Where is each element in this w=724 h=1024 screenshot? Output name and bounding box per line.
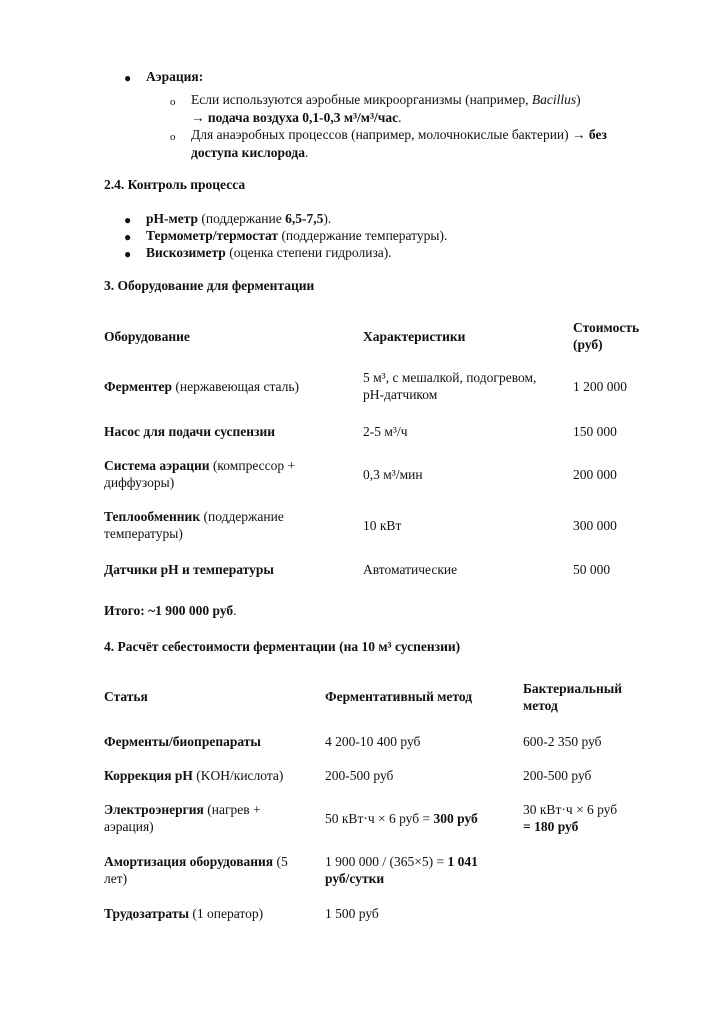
control-item-3: Вискозиметр (оценка степени гидролиза). <box>146 245 392 260</box>
cost-row-4-enzymatic-1: 1 900 000 / (365×5) = 1 041 <box>325 854 478 869</box>
equipment-row-1-name: Ферментер (нержавеющая сталь) <box>104 379 300 394</box>
equipment-row-3-specs: 0,3 м³/мин <box>363 467 423 482</box>
cost-header-enzymatic: Ферментативный метод <box>325 689 473 704</box>
equipment-row-1-specs-2: pH-датчиком <box>363 387 438 402</box>
cost-row-3-bacterial-1: 30 кВт·ч × 6 руб <box>523 802 618 817</box>
cost-row-3-enzymatic: 50 кВт·ч × 6 руб = 300 руб <box>325 811 478 826</box>
equipment-row-3-name-1: Система аэрации (компрессор + <box>104 458 296 473</box>
aeration-item-1-line2: → подача воздуха 0,1-0,3 м³/м³/час. <box>191 110 402 125</box>
bullet-icon: ● <box>124 247 132 261</box>
cost-row-3-bacterial-2: = 180 руб <box>523 819 579 834</box>
bullet-icon: ● <box>124 230 132 244</box>
equipment-row-2-cost: 150 000 <box>573 424 617 439</box>
equipment-row-1-cost: 1 200 000 <box>573 379 627 394</box>
cost-row-3-item-1: Электроэнергия (нагрев + <box>104 802 261 817</box>
cost-row-4-item-1: Амортизация оборудования (5 <box>104 854 288 869</box>
cost-row-1-enzymatic: 4 200-10 400 руб <box>325 734 421 749</box>
equipment-row-3-cost: 200 000 <box>573 467 617 482</box>
cost-row-5-item: Трудозатраты (1 оператор) <box>104 906 264 921</box>
bullet-icon: ● <box>124 213 132 227</box>
aeration-title: Аэрация: <box>146 69 204 84</box>
section-2-4-title: 2.4. Контроль процесса <box>104 177 246 192</box>
cost-row-2-item: Коррекция pH (KOH/кислота) <box>104 768 284 783</box>
cost-row-1-item: Ферменты/биопрепараты <box>104 734 261 749</box>
cost-row-3-item-2: аэрация) <box>104 819 154 834</box>
equipment-row-5-name: Датчики pH и температуры <box>104 562 274 577</box>
equipment-row-1-specs-1: 5 м³, с мешалкой, подогревом, <box>363 370 537 385</box>
equipment-header-specs: Характеристики <box>363 329 466 344</box>
aeration-item-2-line1: Для анаэробных процессов (например, молочнокислые бактерии) → без <box>191 127 607 142</box>
section-4-title: 4. Расчёт себестоимости ферментации (на 10 м³ суспензии) <box>104 639 461 654</box>
equipment-row-4-name-1: Теплообменник (поддержание <box>104 509 284 524</box>
equipment-row-2-name: Насос для подачи суспензии <box>104 424 276 439</box>
equipment-header-cost-2: (руб) <box>573 337 603 352</box>
cost-header-item: Статья <box>104 689 148 704</box>
circle-bullet-icon: o <box>170 96 176 108</box>
equipment-row-5-specs: Автоматические <box>363 562 458 577</box>
equipment-total: Итого: ~1 900 000 руб. <box>104 603 237 618</box>
equipment-row-4-name-2: температуры) <box>104 526 183 541</box>
cost-row-2-bacterial: 200-500 руб <box>523 768 592 783</box>
section-3-title: 3. Оборудование для ферментации <box>104 278 315 293</box>
aeration-item-1-line1: Если используются аэробные микроорганизмы (например, Bacillus) <box>191 92 581 107</box>
aeration-item-2-line2: доступа кислорода. <box>191 145 309 160</box>
control-item-1: pH-метр (поддержание 6,5-7,5). <box>146 211 332 226</box>
cost-header-bacterial-1: Бактериальный <box>523 681 623 696</box>
control-item-2: Термометр/термостат (поддержание температуры). <box>146 228 448 243</box>
circle-bullet-icon: o <box>170 131 176 143</box>
cost-row-1-bacterial: 600-2 350 руб <box>523 734 602 749</box>
equipment-row-4-specs: 10 кВт <box>363 518 402 533</box>
equipment-row-5-cost: 50 000 <box>573 562 611 577</box>
equipment-row-3-name-2: диффузоры) <box>104 475 175 490</box>
cost-header-bacterial-2: метод <box>523 698 558 713</box>
equipment-row-2-specs: 2-5 м³/ч <box>363 424 408 439</box>
bullet-icon: ● <box>124 71 132 85</box>
cost-row-4-item-2: лет) <box>104 871 128 886</box>
cost-row-4-enzymatic-2: руб/сутки <box>325 871 385 886</box>
equipment-row-4-cost: 300 000 <box>573 518 617 533</box>
equipment-header-cost-1: Стоимость <box>573 320 640 335</box>
cost-row-2-enzymatic: 200-500 руб <box>325 768 394 783</box>
cost-row-5-enzymatic: 1 500 руб <box>325 906 379 921</box>
equipment-header-name: Оборудование <box>104 329 190 344</box>
